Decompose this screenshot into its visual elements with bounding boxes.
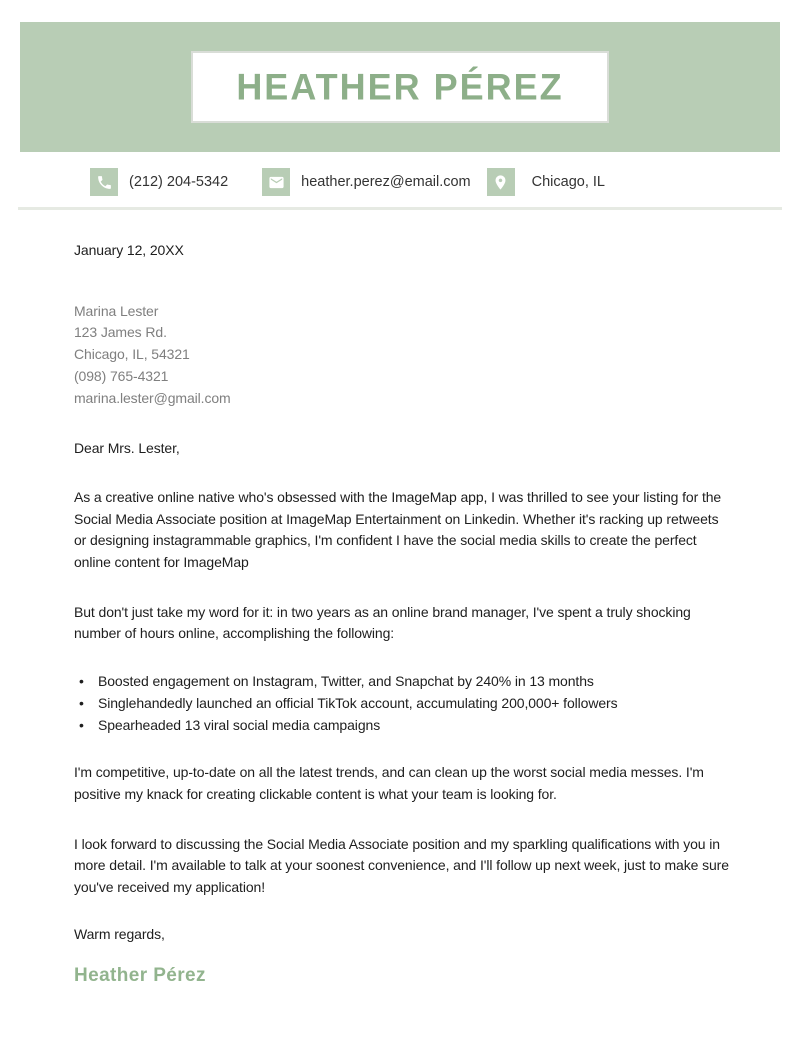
list-item [74, 715, 740, 737]
recipient-city: Chicago, IL, 54321 [74, 346, 190, 363]
recipient-name: Marina Lester [74, 302, 159, 319]
header-divider [18, 207, 782, 210]
header-banner [20, 22, 780, 152]
bullet-icon: • [79, 673, 84, 690]
paragraph-experience: But don't just take my word for it: in two years as an online brand manager, I've spent a truly shocking number of hours online, accomplishing the following: [74, 603, 691, 642]
contact-email [262, 168, 470, 196]
email-icon [262, 168, 290, 196]
list-item [74, 671, 740, 693]
accomplishment-list [74, 671, 740, 736]
letter-body [0, 240, 800, 987]
email-address: heather.perez@email.com [301, 174, 471, 190]
cover-letter-page [0, 22, 800, 1058]
recipient-street: 123 James Rd. [74, 324, 167, 341]
phone-icon [90, 168, 118, 196]
location-icon [487, 168, 515, 196]
contact-phone [90, 168, 228, 196]
bullet-text: Singlehandedly launched an official TikTok account, accumulating 200,000+ followers [98, 694, 618, 711]
paragraph-closing: I look forward to discussing the Social Media Associate position and my sparkling qualifications with you in more detail. I'm available to talk at your soonest convenience, and I'll follow up next week, just to make sure you've received my application! [74, 835, 729, 896]
bullet-text: Spearheaded 13 viral social media campaigns [98, 716, 381, 733]
page-title: HEATHER PÉREZ [236, 65, 564, 108]
paragraph-skills: I'm competitive, up-to-date on all the latest trends, and can clean up the worst social media messes. I'm positive my knack for creating clickable content is what your team is looking for. [74, 764, 704, 802]
contact-location [487, 168, 605, 196]
recipient-phone: (098) 765-4321 [74, 367, 169, 384]
greeting: Dear Mrs. Lester, [74, 440, 180, 457]
bullet-text: Boosted engagement on Instagram, Twitter, and Snapchat by 240% in 13 months [98, 673, 594, 690]
bullet-icon: • [79, 694, 84, 711]
name-box [191, 51, 609, 123]
letter-date: January 12, 20XX [74, 242, 184, 258]
contact-row [90, 168, 800, 196]
paragraph-intro: As a creative online native who's obsessed with the ImageMap app, I was thrilled to see your listing for the Social Media Associate position at ImageMap Entertainment on Linkedin. Whether it's racking up retweets or designing instagrammable graphics, I'm confident I have the social media skills to create the perfect online content for ImageMap [74, 488, 722, 571]
location-text: Chicago, IL [531, 174, 605, 190]
signoff: Warm regards, [74, 925, 165, 942]
recipient-block [74, 301, 740, 410]
recipient-email: marina.lester@gmail.com [74, 389, 231, 406]
list-item [74, 693, 740, 715]
phone-number: (212) 204-5342 [129, 174, 229, 190]
bullet-icon: • [79, 716, 84, 733]
signature-name: Heather Pérez [74, 965, 206, 987]
